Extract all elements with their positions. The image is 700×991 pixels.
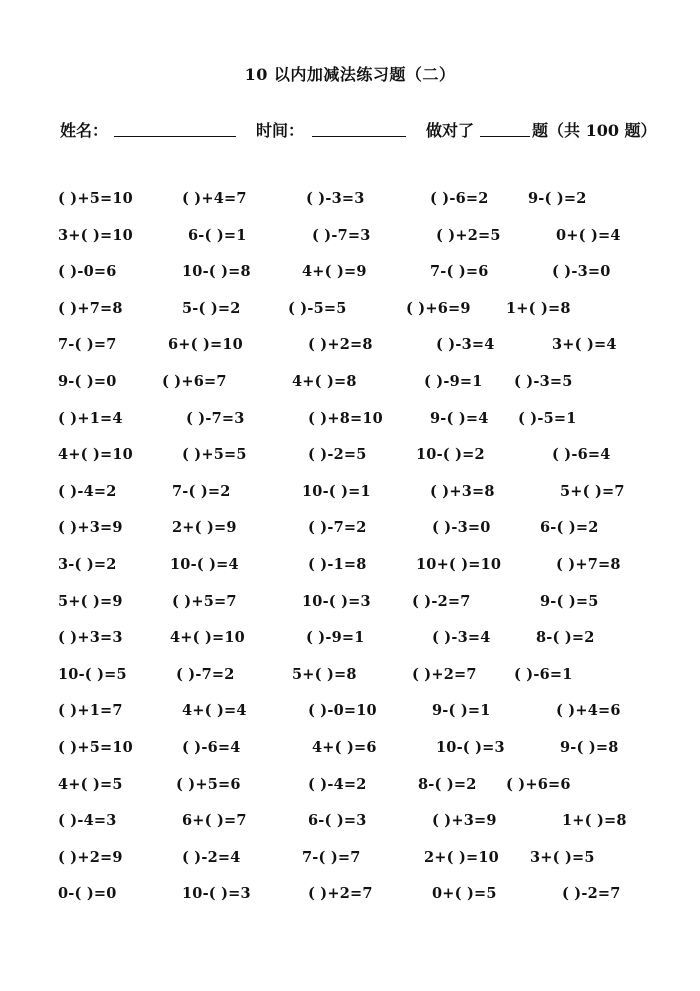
- problem-item[interactable]: 9-( )=5: [540, 592, 599, 610]
- problem-item[interactable]: ( )-3=4: [432, 629, 491, 647]
- problem-item[interactable]: 10-( )=2: [416, 446, 485, 464]
- problem-item[interactable]: ( )-3=0: [552, 263, 611, 281]
- problem-item[interactable]: 4+( )=10: [170, 629, 245, 647]
- problem-item[interactable]: 10-( )=4: [170, 555, 239, 573]
- problem-item[interactable]: 1+( )=8: [562, 812, 627, 830]
- problem-item[interactable]: 10-( )=3: [436, 738, 505, 756]
- problem-item[interactable]: 3-( )=2: [58, 555, 117, 573]
- problem-item[interactable]: ( )+6=6: [506, 775, 571, 793]
- problem-item[interactable]: ( )-0=10: [308, 702, 377, 720]
- problem-item[interactable]: ( )+2=7: [308, 885, 373, 903]
- problem-item[interactable]: 9-( )=8: [560, 738, 619, 756]
- problem-row: [0, 629, 700, 666]
- problem-row: [0, 263, 700, 300]
- problem-item[interactable]: ( )-2=4: [182, 848, 241, 866]
- correct-blank[interactable]: [480, 118, 530, 137]
- problem-item[interactable]: ( )-1=8: [308, 555, 367, 573]
- problem-row: [0, 739, 700, 776]
- problem-item[interactable]: 7-( )=7: [302, 848, 361, 866]
- problem-item[interactable]: ( )-7=2: [308, 519, 367, 537]
- problem-item[interactable]: 10-( )=1: [302, 482, 371, 500]
- problem-item[interactable]: ( )-6=2: [430, 190, 489, 207]
- problem-item[interactable]: ( )+5=10: [58, 190, 133, 207]
- problem-item[interactable]: ( )+5=5: [182, 446, 247, 464]
- problem-item[interactable]: 9-( )=4: [430, 409, 489, 427]
- problem-item[interactable]: 4+( )=5: [58, 775, 123, 793]
- problem-item[interactable]: ( )-4=2: [308, 775, 367, 793]
- problem-item[interactable]: 5-( )=2: [182, 299, 241, 317]
- problem-item[interactable]: 0+( )=5: [432, 885, 497, 903]
- problem-item[interactable]: 9-( )=0: [58, 372, 117, 390]
- problem-item[interactable]: ( )-5=5: [288, 299, 347, 317]
- problem-item[interactable]: 4+( )=8: [292, 372, 357, 390]
- problem-row: [0, 483, 700, 520]
- problem-item[interactable]: ( )+5=10: [58, 738, 133, 756]
- problem-row: [0, 812, 700, 849]
- problem-item[interactable]: ( )-2=7: [562, 885, 621, 903]
- problem-item[interactable]: 7-( )=7: [58, 336, 117, 354]
- problem-item[interactable]: 6-( )=1: [188, 226, 247, 244]
- problem-row: [0, 666, 700, 703]
- problem-grid: [0, 190, 700, 922]
- problem-item[interactable]: 6-( )=3: [308, 812, 367, 830]
- problem-item[interactable]: 2+( )=9: [172, 519, 237, 537]
- problem-item[interactable]: 10-( )=3: [182, 885, 251, 903]
- problem-item[interactable]: ( )-6=4: [182, 738, 241, 756]
- problem-item[interactable]: ( )+2=5: [436, 226, 501, 244]
- problem-item[interactable]: ( )+1=7: [58, 702, 123, 720]
- name-blank[interactable]: [114, 118, 236, 137]
- problem-item[interactable]: 8-( )=2: [536, 629, 595, 647]
- problem-item[interactable]: ( )+3=9: [432, 812, 497, 830]
- problem-row: [0, 702, 700, 739]
- problem-item[interactable]: 4+( )=9: [302, 263, 367, 281]
- problem-item[interactable]: ( )+7=8: [58, 299, 123, 317]
- time-label: 时间：: [256, 121, 305, 140]
- problem-row: [0, 885, 700, 922]
- problem-item[interactable]: ( )-4=2: [58, 482, 117, 500]
- problem-item[interactable]: ( )-7=3: [312, 226, 371, 244]
- problem-item[interactable]: ( )-7=2: [176, 665, 235, 683]
- problem-item[interactable]: ( )-2=5: [308, 446, 367, 464]
- problem-item[interactable]: ( )+2=8: [308, 336, 373, 354]
- problem-item[interactable]: 3+( )=4: [552, 336, 617, 354]
- problem-row: [0, 446, 700, 483]
- problem-item[interactable]: ( )-9=1: [424, 372, 483, 390]
- problem-item[interactable]: ( )+7=8: [556, 555, 621, 573]
- problem-item[interactable]: ( )+6=9: [406, 299, 471, 317]
- problem-item[interactable]: 3+( )=5: [530, 848, 595, 866]
- problem-item[interactable]: ( )-3=5: [514, 372, 573, 390]
- problem-item[interactable]: ( )-6=4: [552, 446, 611, 464]
- problem-item[interactable]: ( )+3=8: [430, 482, 495, 500]
- problem-item[interactable]: 0+( )=4: [556, 226, 621, 244]
- problem-item[interactable]: 5+( )=7: [560, 482, 625, 500]
- problem-item[interactable]: ( )-3=0: [432, 519, 491, 537]
- problem-item[interactable]: ( )-4=3: [58, 812, 117, 830]
- problem-row: [0, 410, 700, 447]
- problem-item[interactable]: 10-( )=5: [58, 665, 127, 683]
- problem-item[interactable]: ( )+4=6: [556, 702, 621, 720]
- problem-row: [0, 593, 700, 630]
- problem-item[interactable]: ( )+6=7: [162, 372, 227, 390]
- problem-row: [0, 556, 700, 593]
- problem-row: [0, 849, 700, 886]
- problem-item[interactable]: 10+( )=10: [416, 555, 502, 573]
- problem-item[interactable]: 4+( )=10: [58, 446, 133, 464]
- problem-item[interactable]: 6+( )=10: [168, 336, 243, 354]
- problem-item[interactable]: 4+( )=4: [182, 702, 247, 720]
- problem-item[interactable]: ( )+2=9: [58, 848, 123, 866]
- problem-item[interactable]: 9-( )=1: [432, 702, 491, 720]
- problem-item[interactable]: 3+( )=10: [58, 226, 133, 244]
- problem-item[interactable]: ( )-0=6: [58, 263, 117, 281]
- total-label: 题（共 100 题）: [532, 121, 657, 140]
- problem-item[interactable]: ( )+1=4: [58, 409, 123, 427]
- problem-item[interactable]: ( )+3=9: [58, 519, 123, 537]
- problem-item[interactable]: 7-( )=2: [172, 482, 231, 500]
- problem-item[interactable]: ( )-7=3: [186, 409, 245, 427]
- problem-item[interactable]: 0-( )=0: [58, 885, 117, 903]
- problem-item[interactable]: ( )-2=7: [412, 592, 471, 610]
- problem-row: [0, 227, 700, 264]
- problem-row: [0, 373, 700, 410]
- problem-row: [0, 519, 700, 556]
- problem-item[interactable]: 2+( )=10: [424, 848, 499, 866]
- name-label: 姓名：: [60, 121, 109, 140]
- problem-row: [0, 190, 700, 227]
- problem-item[interactable]: 1+( )=8: [506, 299, 571, 317]
- problem-item[interactable]: ( )-5=1: [518, 409, 577, 427]
- problem-item[interactable]: 5+( )=8: [292, 665, 357, 683]
- problem-item[interactable]: 9-( )=2: [528, 190, 587, 207]
- problem-item[interactable]: 6+( )=7: [182, 812, 247, 830]
- problem-item[interactable]: ( )+8=10: [308, 409, 383, 427]
- problem-item[interactable]: ( )+2=7: [412, 665, 477, 683]
- problem-item[interactable]: ( )-6=1: [514, 665, 573, 683]
- problem-item[interactable]: ( )+5=6: [176, 775, 241, 793]
- problem-row: [0, 300, 700, 337]
- problem-item[interactable]: 8-( )=2: [418, 775, 477, 793]
- problem-item[interactable]: ( )+3=3: [58, 629, 123, 647]
- problem-item[interactable]: ( )+5=7: [172, 592, 237, 610]
- problem-item[interactable]: ( )+4=7: [182, 190, 247, 207]
- problem-item[interactable]: 6-( )=2: [540, 519, 599, 537]
- problem-item[interactable]: 5+( )=9: [58, 592, 123, 610]
- problem-item[interactable]: ( )-9=1: [306, 629, 365, 647]
- problem-item[interactable]: 10-( )=3: [302, 592, 371, 610]
- problem-item[interactable]: ( )-3=3: [306, 190, 365, 207]
- problem-item[interactable]: 4+( )=6: [312, 738, 377, 756]
- correct-label: 做对了: [426, 121, 475, 140]
- problem-item[interactable]: ( )-3=4: [436, 336, 495, 354]
- problem-row: [0, 776, 700, 813]
- problem-item[interactable]: 10-( )=8: [182, 263, 251, 281]
- problem-item[interactable]: 7-( )=6: [430, 263, 489, 281]
- problem-row: [0, 336, 700, 373]
- time-blank[interactable]: [312, 118, 406, 137]
- worksheet-title: 10 以内加减法练习题（二）: [244, 65, 456, 84]
